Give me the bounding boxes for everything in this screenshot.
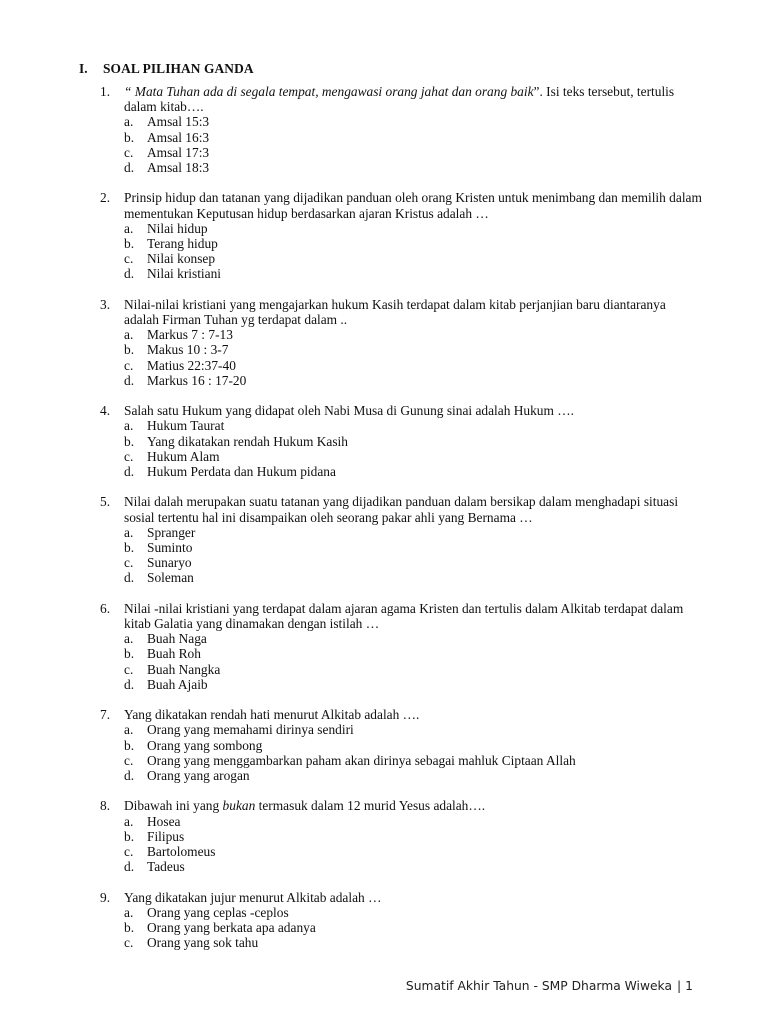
option-text: Hosea (147, 813, 181, 829)
option-text: Spranger (147, 524, 196, 540)
option-text: Buah Roh (147, 646, 201, 662)
option-text: Amsal 17:3 (147, 144, 210, 160)
option-item (0, 753, 768, 768)
option-item (0, 920, 768, 935)
option-item (0, 662, 768, 677)
option-letter: c. (124, 844, 134, 860)
option-letter: d. (124, 676, 135, 692)
option-text: Tadeus (147, 859, 185, 875)
option-letter: c. (124, 555, 134, 571)
option-letter: a. (124, 631, 134, 647)
option-item (0, 935, 768, 950)
question-7 (0, 707, 768, 783)
option-letter: a. (124, 220, 134, 236)
question-1 (0, 84, 768, 175)
question-number: 8. (100, 798, 111, 814)
option-item (0, 418, 768, 433)
option-item (0, 251, 768, 266)
question-number: 3. (100, 296, 111, 312)
option-letter: b. (124, 828, 135, 844)
option-item (0, 844, 768, 859)
option-list (0, 631, 768, 692)
option-item (0, 160, 768, 175)
option-letter: d. (124, 464, 135, 480)
option-letter: a. (124, 114, 134, 130)
question-number: 4. (100, 403, 111, 419)
question-9 (0, 890, 768, 951)
option-item (0, 342, 768, 357)
option-list (0, 905, 768, 951)
option-item (0, 540, 768, 555)
option-letter: c. (124, 357, 134, 373)
question-text: Nilai dalah merupakan suatu tatanan yang dijadikan panduan dalam bersikap dalam menghadapi situasi sosial tertentu hal ini disampaikan oleh seorang pakar ahli yang Bernama … (124, 494, 679, 525)
option-letter: b. (124, 236, 135, 252)
option-text: Hukum Perdata dan Hukum pidana (147, 464, 336, 480)
option-letter: a. (124, 524, 134, 540)
question-text-after: ”. Isi teks tersebut, tertulis dalam kitab…. (124, 84, 675, 115)
page-footer (406, 979, 693, 993)
option-letter: a. (124, 722, 134, 738)
option-text: Matius 22:37-40 (147, 357, 236, 373)
question-emphasis: bukan (222, 798, 256, 814)
option-text: Orang yang ceplas -ceplos (147, 904, 289, 920)
option-item (0, 631, 768, 646)
option-letter: b. (124, 342, 135, 358)
section-number: I. (79, 61, 88, 76)
option-text: Soleman (147, 570, 194, 586)
option-list (0, 418, 768, 479)
option-letter: b. (124, 540, 135, 556)
option-text: Orang yang sok tahu (147, 935, 259, 951)
option-letter: d. (124, 768, 135, 784)
page-number: 1 (685, 979, 693, 993)
option-letter: b. (124, 129, 135, 145)
option-letter: a. (124, 327, 134, 343)
question-text: Nilai -nilai kristiani yang terdapat dalam ajaran agama Kristen dan tertulis dalam Alkitab terdapat dalam kitab Galatia yang dinamakan dengan istilah … (124, 600, 684, 632)
option-item (0, 677, 768, 692)
section-title: SOAL PILIHAN GANDA (103, 61, 254, 76)
question-text (124, 798, 704, 813)
option-item (0, 114, 768, 129)
option-item (0, 738, 768, 753)
option-letter: b. (124, 646, 135, 662)
option-list (0, 722, 768, 783)
option-list (0, 814, 768, 875)
question-5 (0, 494, 768, 585)
question-text: Yang dikatakan rendah hati menurut Alkitab adalah …. (124, 707, 420, 723)
option-text: Nilai kristiani (147, 266, 222, 282)
option-letter: d. (124, 160, 135, 176)
option-text: Buah Naga (147, 631, 207, 647)
option-letter: d. (124, 859, 135, 875)
question-text: Nilai-nilai kristiani yang mengajarkan hukum Kasih terdapat dalam kitab perjanjian baru diantaranya adalah Firman Tuhan yg terdapat dalam .. (124, 296, 666, 328)
question-number: 6. (100, 600, 111, 616)
option-letter: c. (124, 752, 134, 768)
question-list (0, 84, 768, 966)
question-4 (0, 403, 768, 479)
option-letter: c. (124, 935, 134, 951)
option-item (0, 768, 768, 783)
option-text: Nilai konsep (147, 251, 216, 267)
option-item (0, 449, 768, 464)
option-item (0, 130, 768, 145)
option-text: Sunaryo (147, 555, 192, 571)
question-number: 5. (100, 494, 111, 510)
option-text: Orang yang arogan (147, 768, 250, 784)
option-text: Amsal 18:3 (147, 160, 210, 176)
question-8 (0, 798, 768, 874)
question-number: 1. (100, 84, 111, 99)
option-text: Amsal 15:3 (147, 114, 210, 130)
option-item (0, 464, 768, 479)
option-list (0, 114, 768, 175)
section-heading (79, 61, 254, 77)
question-text: Prinsip hidup dan tatanan yang dijadikan panduan oleh orang Kristen untuk menimbang dan memilih dalam mementukan Keputusan hidup berdasarkan ajaran Kristus adalah … (124, 190, 702, 221)
option-text: Amsal 16:3 (147, 129, 210, 145)
option-text: Filipus (147, 828, 185, 844)
option-item (0, 221, 768, 236)
question-number: 7. (100, 707, 111, 723)
option-text: Yang dikatakan rendah Hukum Kasih (147, 433, 348, 449)
option-letter: c. (124, 661, 134, 677)
option-item (0, 327, 768, 342)
option-letter: a. (124, 904, 134, 920)
option-item (0, 814, 768, 829)
option-text: Nilai hidup (147, 220, 208, 236)
option-letter: c. (124, 144, 134, 160)
option-item (0, 145, 768, 160)
question-text-before: Dibawah ini yang (124, 798, 223, 814)
option-item (0, 829, 768, 844)
question-text: Salah satu Hukum yang didapat oleh Nabi Musa di Gunung sinai adalah Hukum …. (124, 403, 574, 419)
option-text: Bartolomeus (147, 844, 216, 860)
option-text: Hukum Alam (147, 448, 220, 464)
option-text: Orang yang berkata apa adanya (147, 920, 316, 936)
option-letter: b. (124, 920, 135, 936)
question-number: 9. (100, 889, 111, 905)
option-item (0, 434, 768, 449)
question-3 (0, 297, 768, 388)
option-letter: a. (124, 418, 134, 434)
option-list (0, 525, 768, 586)
option-text: Orang yang menggambarkan paham akan dirinya sebagai mahluk Ciptaan Allah (147, 752, 576, 768)
option-letter: a. (124, 813, 134, 829)
option-text: Buah Nangka (147, 661, 221, 677)
option-item (0, 722, 768, 737)
option-text: Hukum Taurat (147, 418, 225, 434)
option-text: Markus 7 : 7-13 (147, 327, 233, 343)
question-number: 2. (100, 190, 111, 206)
option-item (0, 266, 768, 281)
option-item (0, 905, 768, 920)
option-item (0, 570, 768, 585)
option-item (0, 236, 768, 251)
footer-label: Sumatif Akhir Tahun - SMP Dharma Wiweka (405, 979, 673, 993)
option-item (0, 358, 768, 373)
option-item (0, 525, 768, 540)
option-letter: b. (124, 433, 135, 449)
option-letter: d. (124, 570, 135, 586)
option-text: Markus 16 : 17-20 (147, 372, 247, 388)
footer-separator: | (677, 979, 682, 993)
option-item (0, 859, 768, 874)
option-text: Makus 10 : 3-7 (147, 342, 229, 358)
question-text (124, 84, 704, 114)
option-text: Orang yang sombong (147, 737, 263, 753)
question-6 (0, 601, 768, 692)
question-text-after: termasuk dalam 12 murid Yesus adalah…. (255, 798, 486, 814)
option-letter: c. (124, 448, 134, 464)
option-item (0, 555, 768, 570)
option-text: Buah Ajaib (147, 676, 208, 692)
option-text: Terang hidup (147, 236, 218, 252)
option-list (0, 221, 768, 282)
question-2 (0, 190, 768, 281)
option-letter: b. (124, 737, 135, 753)
option-text: Suminto (147, 540, 193, 556)
option-item (0, 373, 768, 388)
option-text: Orang yang memahami dirinya sendiri (147, 722, 354, 738)
question-quote: “ Mata Tuhan ada di segala tempat, mengawasi orang jahat dan orang baik (124, 84, 534, 99)
option-item (0, 646, 768, 661)
option-letter: d. (124, 372, 135, 388)
question-text: Yang dikatakan jujur menurut Alkitab adalah … (124, 889, 382, 905)
option-letter: d. (124, 266, 135, 282)
option-letter: c. (124, 251, 134, 267)
option-list (0, 327, 768, 388)
